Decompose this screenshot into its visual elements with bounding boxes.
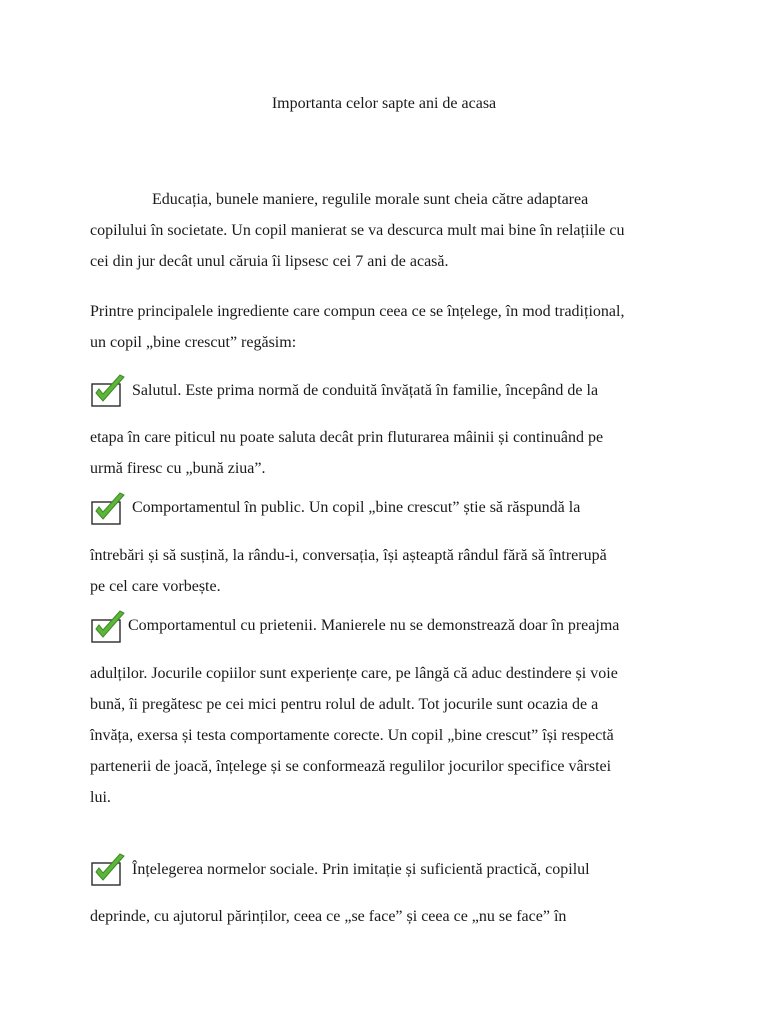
bullet-line: urmă firesc cu „bună ziua”. bbox=[90, 460, 266, 477]
intro-line: copilului în societate. Un copil manierat se va descurca mult mai bine în relațiile cu bbox=[90, 222, 625, 239]
intro-line: Educația, bunele maniere, regulile morale sunt cheia către adaptarea bbox=[152, 191, 589, 208]
document-title: Importanta celor sapte ani de acasa bbox=[271, 95, 497, 112]
bullet-head: Salutul. Este prima normă de conduită învățată în familie, începând de la bbox=[132, 382, 599, 399]
check-icon bbox=[90, 374, 128, 408]
lead-line: Printre principalele ingrediente care compun ceea ce se înțelege, în mod tradițional, bbox=[90, 303, 625, 320]
intro-line: cei din jur decât unul căruia îi lipsesc cei 7 ani de acasă. bbox=[90, 253, 449, 270]
bullet-head: Comportamentul cu prietenii. Manierele nu se demonstrează doar în preajma bbox=[128, 617, 620, 634]
check-icon bbox=[90, 853, 128, 887]
bullet-line: partenerii de joacă, înțelege și se conformează regulilor jocurilor specifice vârstei bbox=[90, 758, 612, 775]
intro-paragraph bbox=[90, 184, 690, 277]
bullet-line: deprinde, cu ajutorul părinților, ceea ce „se face” și ceea ce „nu se face” în bbox=[90, 908, 567, 925]
check-icon bbox=[90, 492, 128, 526]
bullet-line: pe cel care vorbește. bbox=[90, 578, 221, 595]
lead-line: un copil „bine crescut” regăsim: bbox=[90, 334, 297, 351]
bullet-head: Înțelegerea normelor sociale. Prin imitație și suficientă practică, copilul bbox=[132, 861, 590, 878]
bullet-line: adulților. Jocurile copiilor sunt experiențe care, pe lângă că aduc destindere și voie bbox=[90, 665, 618, 682]
bullet-line: lui. bbox=[90, 789, 111, 806]
bullet-body bbox=[90, 540, 607, 602]
bullet-line: întrebări și să susțină, la rându-i, conversația, își așteaptă rândul fără să întrerupă bbox=[90, 547, 607, 564]
bullet-body bbox=[90, 422, 603, 484]
lead-paragraph bbox=[90, 296, 690, 358]
bullet-head: Comportamentul în public. Un copil „bine crescut” știe să răspundă la bbox=[132, 499, 581, 516]
bullet-line: etapa în care piticul nu poate saluta decât prin fluturarea mâinii și continuând pe bbox=[90, 429, 604, 446]
check-icon bbox=[90, 610, 128, 644]
bullet-line: învăța, exersa și testa comportamente corecte. Un copil „bine crescut” își respectă bbox=[90, 727, 614, 744]
bullet-line: bună, îi pregătesc pe cei mici pentru rolul de adult. Tot jocurile sunt ocazia de a bbox=[90, 696, 599, 713]
bullet-body bbox=[90, 901, 566, 932]
bullet-body bbox=[90, 658, 618, 813]
